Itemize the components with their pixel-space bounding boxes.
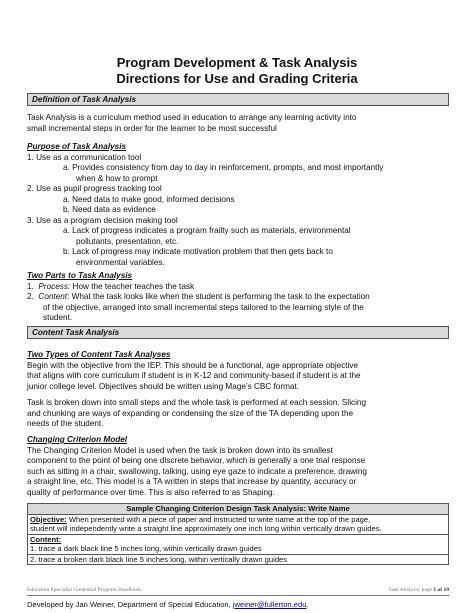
content-text-cont: of the objective, arranged into small incremental steps tailored to the learning style of the [43, 302, 364, 312]
purpose-subitem-cont: when & how to prompt [76, 173, 158, 183]
footer-page-number [388, 587, 449, 593]
developed-by-text: Developed by Jan Weiner, Department of Special Education, [27, 600, 233, 609]
purpose-item: 1. Use as a communication tool [27, 152, 142, 162]
breakdown-text-line: and chunking are ways of expanding or condensing the size of the TA depending upon the [27, 408, 354, 418]
breakdown-text-line: needs of the student. [27, 419, 104, 428]
item-number: 1. [27, 281, 34, 291]
types-text-line: junior college level. Objectives should be written using Mage’s CBC format. [27, 381, 299, 391]
purpose-subitem: b. Lack of progress may indicate motivation problem that then gets back to [63, 247, 333, 256]
ccm-text-line: component to the point of being one discrete behavior, which is generally a one trial response [27, 456, 366, 465]
content-text-cont: student. [43, 313, 73, 322]
two-parts-item-process [27, 282, 194, 293]
types-text-line: Begin with the objective from the IEP. This should be a functional, age appropriate objective [27, 360, 359, 370]
item-number: 2. [27, 292, 34, 301]
definition-text-line: Task Analysis is a curriculum method used in education to arrange any learning activity into [27, 113, 357, 122]
purpose-heading: Purpose of Task Analysis [27, 142, 127, 151]
page-count: 1 of 10 [433, 587, 449, 593]
developed-by-end: . [306, 600, 309, 609]
purpose-subitem-cont: environmental variables. [76, 257, 165, 267]
definition-text-line: small incremental steps in order for the learner to be most successful [27, 123, 277, 133]
ccm-text-line: such as sitting in a chair, swallowing, talking, using eye gaze to indicate a preference, drawing [27, 466, 367, 476]
page-prefix: Task Analysis, page [388, 587, 434, 593]
document-subtitle: Directions for Use and Grading Criteria [116, 71, 358, 86]
types-text-line: that aligns with core curriculum if student is in K-12 and community-based if student is at the [27, 371, 361, 380]
document-title: Program Development & Task Analysis [116, 55, 358, 70]
purpose-item: 2. Use as pupil progress tracking tool [27, 184, 162, 193]
content-text: : What the task looks like when the student is performing the task to the expectation [67, 292, 370, 301]
purpose-subitem: b. Need data as evidence [63, 205, 156, 214]
sample-table-header: Sample Changing Criterion Design Task Analysis: Write Name [28, 504, 449, 515]
content-label: Content [38, 292, 68, 301]
breakdown-text-line: Task is broken down into small steps and the whole task is performed at each session. Slicing [27, 398, 367, 407]
ccm-text-line: quality of performance over time. This is also referred to as Shaping. [27, 487, 275, 497]
footer-handbook-title: Education Specialist Credential Program Handbook [27, 587, 141, 593]
objective-text-cont: student will independently write a straight line approximately one inch long within vertically drawn guides. [30, 524, 382, 533]
sample-objective-cell [28, 514, 449, 534]
types-heading: Two Types of Content Task Analyses [27, 350, 171, 359]
content-step: 1. trace a dark black line 5 inches long, within vertically drawn guides [30, 544, 262, 553]
email-link[interactable]: jweiner@fullerton.edu [232, 600, 307, 609]
process-label: Process: [38, 281, 71, 291]
purpose-item: 3. Use as a program decision making tool [27, 215, 178, 225]
ccm-heading: Changing Criterion Model [27, 435, 128, 444]
ccm-text-line: a straight line, etc. This model is a TA written in steps that increase by quantity, accuracy or [27, 477, 357, 486]
two-parts-item-content [27, 292, 370, 303]
objective-text: When presented with a piece of paper and instructed to write name at the top of the page, [66, 514, 371, 524]
content-label: Content: [30, 534, 62, 544]
purpose-subitem: a. Need data to make good, informed decisions [63, 194, 235, 204]
objective-label: Objective: [30, 514, 67, 524]
purpose-subitem: a. Lack of progress indicates a program frailty such as materials, environmental [63, 226, 351, 235]
two-parts-heading: Two Parts to Task Analysis [27, 271, 133, 280]
ccm-text-line: The Changing Criterion Model is used when the task is broken down into its smallest [27, 445, 333, 455]
footer-divider [27, 595, 449, 596]
process-text: How the teacher teaches the task [70, 281, 195, 291]
section-header-content: Content Task Analysis [27, 326, 449, 339]
developed-by-line [27, 600, 309, 609]
content-step: 2. trace a broken dark black line 5 inches long, within vertically drawn guides [28, 554, 449, 565]
purpose-subitem-cont: pollutants, presentation, etc. [76, 236, 179, 246]
section-header-definition: Definition of Task Analysis [27, 93, 449, 106]
sample-task-analysis-table [27, 503, 449, 565]
purpose-subitem: a. Provides consistency from day to day in reinforcement, prompts, and most importantly [63, 163, 384, 172]
sample-content-cell [28, 534, 449, 554]
